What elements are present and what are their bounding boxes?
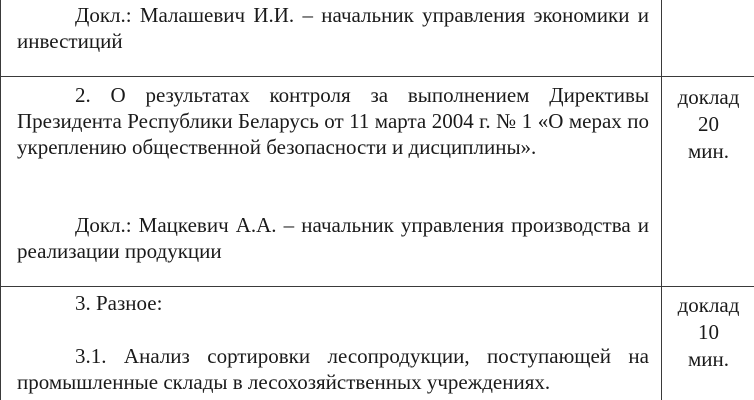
row2-report-cell bbox=[17, 212, 649, 264]
row3-time-minutes: 10 bbox=[698, 320, 719, 344]
row3-time-unit: мин. bbox=[687, 347, 729, 371]
row1-report-cell bbox=[17, 2, 649, 54]
row2-report-text: Докл.: Мацкевич А.А. – начальник управления производства и реализации продукции bbox=[17, 213, 649, 263]
column-divider bbox=[661, 0, 662, 400]
row-divider-1 bbox=[0, 76, 754, 77]
row3-time-cell bbox=[663, 292, 754, 373]
row2-time-word: доклад bbox=[677, 85, 740, 109]
row3-subitem-cell bbox=[17, 343, 649, 395]
row3-subitem-text: 3.1. Анализ сортировки лесопродукции, поступающей на промышленные склады в лесохозяйственных учреждениях. bbox=[17, 344, 649, 394]
row3-content-cell bbox=[17, 290, 649, 316]
row2-time-minutes: 20 bbox=[698, 112, 719, 136]
row2-time-unit: мин. bbox=[687, 139, 729, 163]
row2-time-cell bbox=[663, 84, 754, 165]
row2-item-text: 2. О результатах контроля за выполнением Директивы Президента Республики Беларусь от 11 марта 2004 г. № 1 «О мерах по укреплению общественной безопасности и дисциплины». bbox=[17, 83, 649, 159]
table-left-border bbox=[0, 0, 1, 400]
row1-report-text: Докл.: Малашевич И.И. – начальник управления экономики и инвестиций bbox=[17, 3, 649, 53]
row3-item-text: 3. Разное: bbox=[75, 291, 163, 315]
row-divider-2 bbox=[0, 286, 754, 287]
row2-content-cell bbox=[17, 82, 649, 160]
row3-time-word: доклад bbox=[677, 293, 740, 317]
